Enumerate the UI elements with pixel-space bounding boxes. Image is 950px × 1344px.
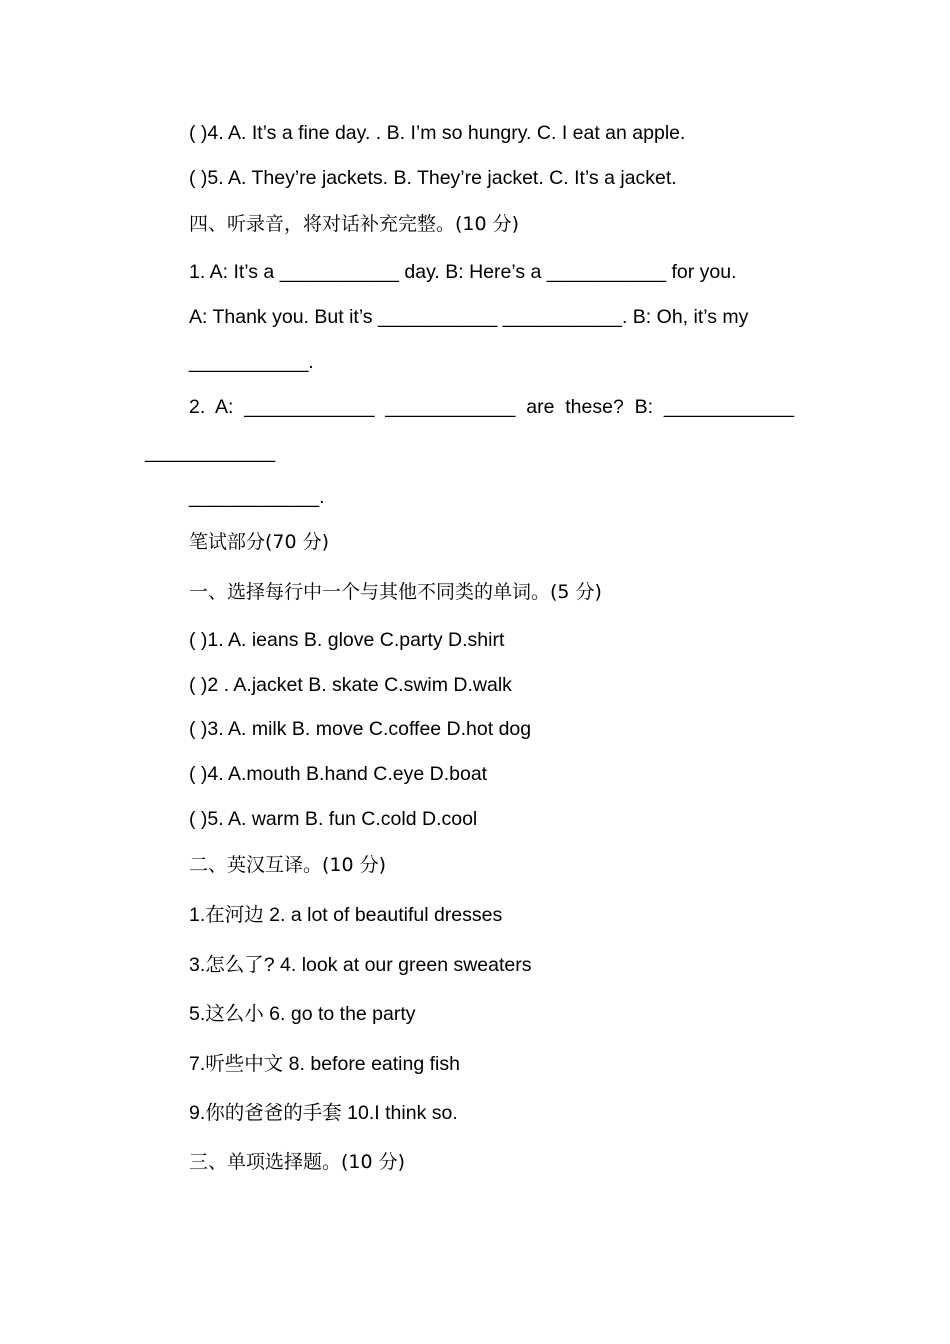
translation-row-2: 3.怎么了? 4. look at our green sweaters: [189, 954, 532, 976]
translation-row-4: 7.听些中文 8. before eating fish: [189, 1053, 460, 1075]
dialogue-line-5: ____________: [145, 441, 276, 463]
listening-q4: ( )4. A. It’s a fine day. . B. I’m so hungry. C. I eat an apple.: [189, 122, 686, 144]
section3-heading: 三、单项选择题。(10 分): [189, 1151, 406, 1173]
translation-row-5: 9.你的爸爸的手套 10.I think so.: [189, 1102, 458, 1124]
section1-heading: 一、选择每行中一个与其他不同类的单词。(5 分): [189, 581, 602, 603]
dialogue-line-3: ___________.: [189, 351, 314, 373]
dialogue-line-2: A: Thank you. But it’s ___________ ___________. B: Oh, it’s my: [189, 306, 749, 328]
odd-one-out-q2: ( )2 . A.jacket B. skate C.swim D.walk: [189, 674, 512, 696]
dialogue-line-6: ____________.: [189, 486, 325, 508]
dialogue-line-4: 2. A: ____________ ____________ are these? B: ____________: [189, 396, 795, 418]
translation-row-3: 5.这么小 6. go to the party: [189, 1003, 416, 1025]
odd-one-out-q1: ( )1. A. ieans B. glove C.party D.shirt: [189, 629, 505, 651]
odd-one-out-q4: ( )4. A.mouth B.hand C.eye D.boat: [189, 763, 488, 785]
odd-one-out-q5: ( )5. A. warm B. fun C.cold D.cool: [189, 808, 478, 830]
listening-q5: ( )5. A. They’re jackets. B. They’re jacket. C. It’s a jacket.: [189, 167, 677, 189]
section4-heading: 四、听录音，将对话补充完整。(10 分): [189, 213, 520, 235]
dialogue-line-1: 1. A: It’s a ___________ day. B: Here’s a ___________ for you.: [189, 261, 737, 283]
section2-heading: 二、英汉互译。(10 分): [189, 854, 387, 876]
written-part-heading: 笔试部分(70 分): [189, 531, 330, 553]
translation-row-1: 1.在河边 2. a lot of beautiful dresses: [189, 904, 503, 926]
odd-one-out-q3: ( )3. A. milk B. move C.coffee D.hot dog: [189, 718, 532, 740]
